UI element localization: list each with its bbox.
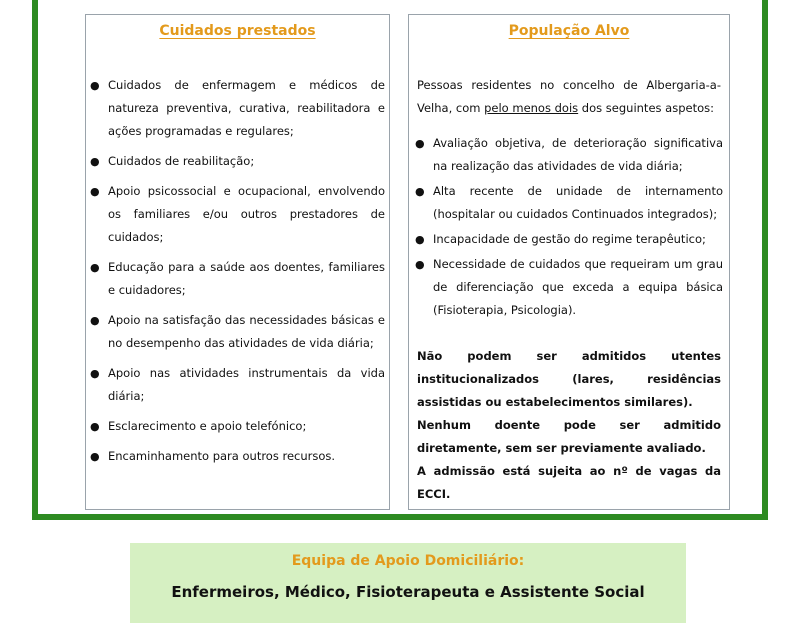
bullet-icon: ●: [415, 185, 425, 198]
admission-note: Não podem ser admitidos utentes institucionalizados (lares, residências assistidas ou estabelecimentos similares).: [417, 349, 721, 409]
admission-note: A admissão está sujeita ao nº de vagas da ECCI.: [417, 464, 721, 501]
green-frame-bottom: [32, 514, 768, 520]
bullet-icon: ●: [90, 185, 100, 198]
list-item-text: Educação para a saúde aos doentes, familiares e cuidadores;: [108, 260, 385, 297]
green-frame-left: [32, 0, 38, 520]
list-item-text: Esclarecimento e apoio telefónico;: [108, 419, 307, 433]
list-item-text: Apoio psicossocial e ocupacional, envolvendo os familiares e/ou outros prestadores de cuidados;: [108, 184, 385, 244]
care-provided-list: [86, 74, 391, 475]
list-item-text: Alta recente de unidade de internamento (hospitalar ou cuidados Continuados integrados);: [433, 184, 723, 221]
admission-note: Nenhum doente pode ser admitido diretamente, sem ser previamente avaliado.: [417, 418, 721, 455]
list-item: [409, 180, 731, 226]
population-aspects-list: [409, 132, 731, 324]
green-frame-right: [762, 0, 768, 520]
target-population-box: [408, 14, 730, 510]
list-item: [86, 74, 391, 143]
list-item-text: Encaminhamento para outros recursos.: [108, 449, 336, 463]
list-item: [409, 132, 731, 178]
bullet-icon: ●: [90, 155, 100, 168]
care-provided-box: [85, 14, 390, 510]
intro-text-start: Pessoas residentes no concelho de Albergaria-a-Velha, com: [417, 78, 721, 115]
bullet-icon: ●: [90, 420, 100, 433]
bullet-icon: ●: [90, 261, 100, 274]
list-item: [86, 309, 391, 355]
bullet-icon: ●: [90, 314, 100, 327]
bullet-icon: ●: [90, 367, 100, 380]
bullet-icon: ●: [415, 137, 425, 150]
care-provided-title: Cuidados prestados: [159, 23, 316, 39]
admission-notes: [417, 345, 721, 506]
list-item: [409, 253, 731, 322]
bullet-icon: ●: [415, 233, 425, 246]
team-members: Enfermeiros, Médico, Fisioterapeuta e Assistente Social: [171, 583, 645, 601]
home-support-team-box: [130, 543, 686, 623]
target-population-title: População Alvo: [508, 23, 630, 39]
intro-text-underlined: pelo menos dois: [484, 101, 579, 115]
bullet-icon: ●: [90, 450, 100, 463]
bullet-icon: ●: [90, 79, 100, 92]
list-item-text: Incapacidade de gestão do regime terapêutico;: [433, 232, 706, 246]
list-item-text: Apoio na satisfação das necessidades básicas e no desempenho das atividades de vida diária;: [108, 313, 385, 350]
list-item: [86, 256, 391, 302]
list-item-text: Necessidade de cuidados que requeiram um grau de diferenciação que exceda a equipa básica (Fisioterapia, Psicologia).: [433, 257, 723, 317]
list-item-text: Cuidados de reabilitação;: [108, 154, 255, 168]
list-item: [409, 228, 731, 251]
list-item: [86, 415, 391, 438]
population-intro: [417, 74, 721, 120]
team-title: Equipa de Apoio Domiciliário:: [291, 553, 525, 569]
list-item: [86, 150, 391, 173]
bullet-icon: ●: [415, 258, 425, 271]
list-item: [86, 362, 391, 408]
intro-text-end: dos seguintes aspetos:: [578, 101, 714, 115]
list-item: [86, 180, 391, 249]
list-item-text: Avaliação objetiva, de deterioração significativa na realização das atividades de vida diária;: [433, 136, 723, 173]
list-item-text: Cuidados de enfermagem e médicos de natureza preventiva, curativa, reabilitadora e ações programadas e regulares;: [108, 78, 385, 138]
list-item-text: Apoio nas atividades instrumentais da vida diária;: [108, 366, 385, 403]
list-item: [86, 445, 391, 468]
